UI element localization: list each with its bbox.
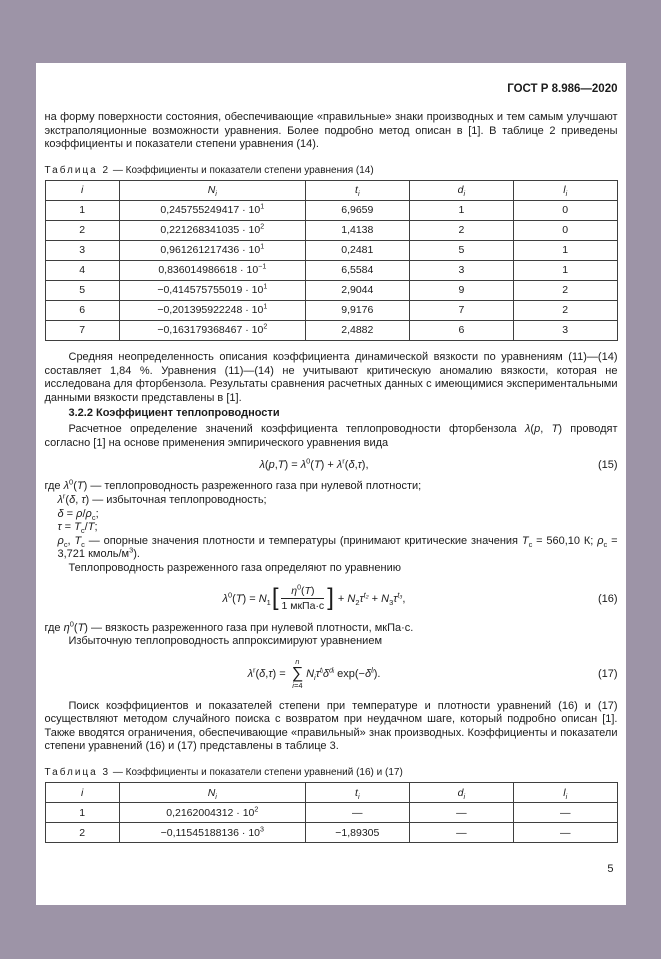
equation-16-formula: $\lambda^0(T) = N_1$[ $\frac{\eta^0(T)}{\text{1 мкПа·с}}$ ] + $N_2\tau^{t_2} + N_3\tau^{t_3}$, bbox=[222, 583, 406, 613]
definition-line: $\tau = T_с/T$; bbox=[57, 521, 98, 536]
cell-i: 1 bbox=[45, 803, 119, 823]
cell-n: $-0,201395922248 \cdot 10^1$ bbox=[119, 300, 305, 320]
cell-d: 2 bbox=[409, 220, 513, 240]
paragraph-dilute-gas: Теплопроводность разреженного газа определяют по уравнению bbox=[68, 562, 401, 574]
table-row bbox=[45, 240, 617, 260]
cell-l: 2 bbox=[513, 280, 617, 300]
cell-t: 2,4882 bbox=[305, 320, 409, 340]
cell-n: $0,2162004312 \cdot 10^2$ bbox=[119, 803, 305, 823]
table-3 bbox=[45, 782, 618, 843]
cell-d: 9 bbox=[409, 280, 513, 300]
equation-17 bbox=[45, 658, 618, 691]
page-footer bbox=[45, 853, 618, 891]
cell-l: 3 bbox=[513, 320, 617, 340]
table-row bbox=[45, 280, 617, 300]
table-row bbox=[45, 823, 617, 843]
cell-i: 1 bbox=[45, 200, 119, 220]
equation-15-formula: $\lambda(p,T) = \lambda^0(T) + \lambda^r(\delta,\tau)$, bbox=[259, 456, 369, 472]
definition-line: $\rho_с$, $T_с$ — опорные значения плотности и температуры (принимают критические значения $T_с = 560,10$ К; $\rho_с = 3,721$ кмоль/$м^3$). bbox=[57, 534, 618, 561]
column-header-d: $d_i$ bbox=[409, 783, 513, 803]
cell-l: 2 bbox=[513, 300, 617, 320]
table-row bbox=[45, 320, 617, 340]
cell-n: $0,221268341035 \cdot 10^2$ bbox=[119, 220, 305, 240]
cell-i: 2 bbox=[45, 823, 119, 843]
cell-l: 0 bbox=[513, 200, 617, 220]
paragraph-lambda-intro: Расчетное определение значений коэффициента теплопроводности фторбензола λ(p, T) проводят согласно [1] на основе применения эмпирического уравнения вида bbox=[44, 423, 618, 449]
fraction-denominator: 1 мкПа·с bbox=[281, 600, 325, 613]
column-header-l: $l_i$ bbox=[513, 180, 617, 200]
table-3-header-row bbox=[45, 783, 617, 803]
cell-t: −1,89305 bbox=[305, 823, 409, 843]
table-row bbox=[45, 260, 617, 280]
cell-t: 2,9044 bbox=[305, 280, 409, 300]
cell-l: 1 bbox=[513, 260, 617, 280]
cell-d: 1 bbox=[409, 200, 513, 220]
table-2-header-row bbox=[45, 180, 617, 200]
left-bracket: [ bbox=[271, 583, 279, 611]
equation-15 bbox=[45, 456, 618, 472]
cell-t: 1,4138 bbox=[305, 220, 409, 240]
paragraph-intro: на форму поверхности состояния, обеспечивающие «правильные» знаки производных и тем самым улучшают экстраполяционные возможности уравнения. Более подробно метод описан в [1]. В таблице 2 приведены коэффициенты и показатели степени уравнения (14). bbox=[44, 111, 618, 151]
equation-15-number: (15) bbox=[597, 459, 618, 472]
cell-i: 6 bbox=[45, 300, 119, 320]
cell-n: $-0,163179368467 \cdot 10^2$ bbox=[119, 320, 305, 340]
cell-d: — bbox=[409, 823, 513, 843]
fraction-numerator: $\eta^0(T)$ bbox=[281, 585, 324, 600]
column-header-n: $N_i$ bbox=[119, 783, 305, 803]
right-bracket: ] bbox=[327, 583, 334, 611]
cell-d: 5 bbox=[409, 240, 513, 260]
table-row bbox=[45, 803, 617, 823]
column-header-t: $t_i$ bbox=[305, 783, 409, 803]
cell-l: 1 bbox=[513, 240, 617, 260]
table-2-caption bbox=[45, 165, 618, 176]
definition-line: $\lambda^r(\delta$, τ) — избыточная теплопроводность; bbox=[57, 491, 267, 506]
document-title: ГОСТ Р 8.986—2020 bbox=[507, 83, 618, 95]
cell-d: 3 bbox=[409, 260, 513, 280]
cell-d: 7 bbox=[409, 300, 513, 320]
column-header-i: i bbox=[45, 180, 119, 200]
cell-d: — bbox=[409, 803, 513, 823]
column-header-n: $N_i$ bbox=[119, 180, 305, 200]
cell-n: $-0,414575755019 \cdot 10^1$ bbox=[119, 280, 305, 300]
summation bbox=[292, 658, 303, 691]
section-heading: 3.2.2 Коэффициент теплопроводности bbox=[68, 407, 280, 420]
table-2-caption-text: — Коэффициенты и показатели степени уравнения (14) bbox=[110, 164, 374, 176]
equation-16-number: (16) bbox=[597, 592, 618, 605]
cell-t: — bbox=[305, 803, 409, 823]
cell-l: — bbox=[513, 823, 617, 843]
column-header-l: $l_i$ bbox=[513, 783, 617, 803]
column-header-d: $d_i$ bbox=[409, 180, 513, 200]
table-row bbox=[45, 200, 617, 220]
paragraph-excess-intro: Избыточную теплопроводность аппроксимируют уравнением bbox=[68, 635, 383, 648]
cell-i: 3 bbox=[45, 240, 119, 260]
cell-i: 2 bbox=[45, 220, 119, 240]
document-page bbox=[36, 63, 626, 905]
equation-17-number: (17) bbox=[597, 668, 618, 681]
cell-l: 0 bbox=[513, 220, 617, 240]
definitions-list bbox=[44, 477, 618, 562]
cell-t: 0,2481 bbox=[305, 240, 409, 260]
summation-upper-limit: n bbox=[295, 657, 300, 667]
definition-line: $\delta = \rho/\rho_с$; bbox=[57, 507, 99, 522]
table-3-caption bbox=[45, 767, 618, 778]
cell-t: 6,5584 bbox=[305, 260, 409, 280]
paragraph-uncertainty: Средняя неопределенность описания коэффициента динамической вязкости по уравнениям (11)—(14) составляет 1,84 %. Уравнения (11)—(14) не учитывают критическую аномалию вязкости, которая не исследована для фторбензола. Результаты сравнения расчетных данных с имеющимися экспериментальными данными вязкости представлены в [1]. bbox=[44, 350, 618, 404]
cell-i: 7 bbox=[45, 320, 119, 340]
paragraph-eta-note: где $\eta^0(T)$ — вязкость разреженного газа при нулевой плотности, мкПа·с. bbox=[44, 619, 414, 634]
definition-line: где $\lambda^0(T)$ — теплопроводность разреженного газа при нулевой плотности; bbox=[44, 477, 422, 493]
page-number: 5 bbox=[607, 863, 614, 876]
table-row bbox=[45, 220, 617, 240]
column-header-t: $t_i$ bbox=[305, 180, 409, 200]
paragraph-search-method: Поиск коэффициентов и показателей степени при температуре и плотности уравнений (16) и (17) осуществляют методом случайного поиска с возвратом при неудачном шаге, который подробно описан [1]. Также вводятся ограничения, обеспечивающие «правильный» знак производных. Коэффициенты и показатели степени уравнений (16) и (17) представлены в таблице 3. bbox=[44, 699, 618, 753]
cell-n: $-0,11545188136 \cdot 10^3$ bbox=[119, 823, 305, 843]
cell-n: $0,836014986618 \cdot 10^{-1}$ bbox=[119, 260, 305, 280]
cell-i: 5 bbox=[45, 280, 119, 300]
table-3-caption-text: — Коэффициенты и показатели степени уравнений (16) и (17) bbox=[110, 767, 403, 779]
cell-i: 4 bbox=[45, 260, 119, 280]
cell-d: 6 bbox=[409, 320, 513, 340]
equation-17-formula: $\lambda^r(\delta,\tau)$ = n ∑ i=4 $N_i\tau^{tᵢ}\delta^{dᵢ}$ $\exp(-\delta^{lᵢ})$. bbox=[247, 657, 381, 691]
column-header-i: i bbox=[45, 783, 119, 803]
fraction bbox=[281, 585, 324, 613]
sigma-icon: ∑ bbox=[291, 665, 304, 683]
table-3-caption-label: Таблица 3 bbox=[44, 767, 111, 779]
table-2-caption-label: Таблица 2 bbox=[44, 164, 111, 176]
cell-n: $0,245755249417 \cdot 10^1$ bbox=[119, 200, 305, 220]
cell-n: $0,961261217436 \cdot 10^1$ bbox=[119, 240, 305, 260]
cell-t: 6,9659 bbox=[305, 200, 409, 220]
cell-l: — bbox=[513, 803, 617, 823]
table-row bbox=[45, 300, 617, 320]
table-2 bbox=[45, 180, 618, 341]
summation-lower-limit: i=4 bbox=[292, 681, 303, 691]
cell-t: 9,9176 bbox=[305, 300, 409, 320]
equation-16 bbox=[45, 585, 618, 613]
